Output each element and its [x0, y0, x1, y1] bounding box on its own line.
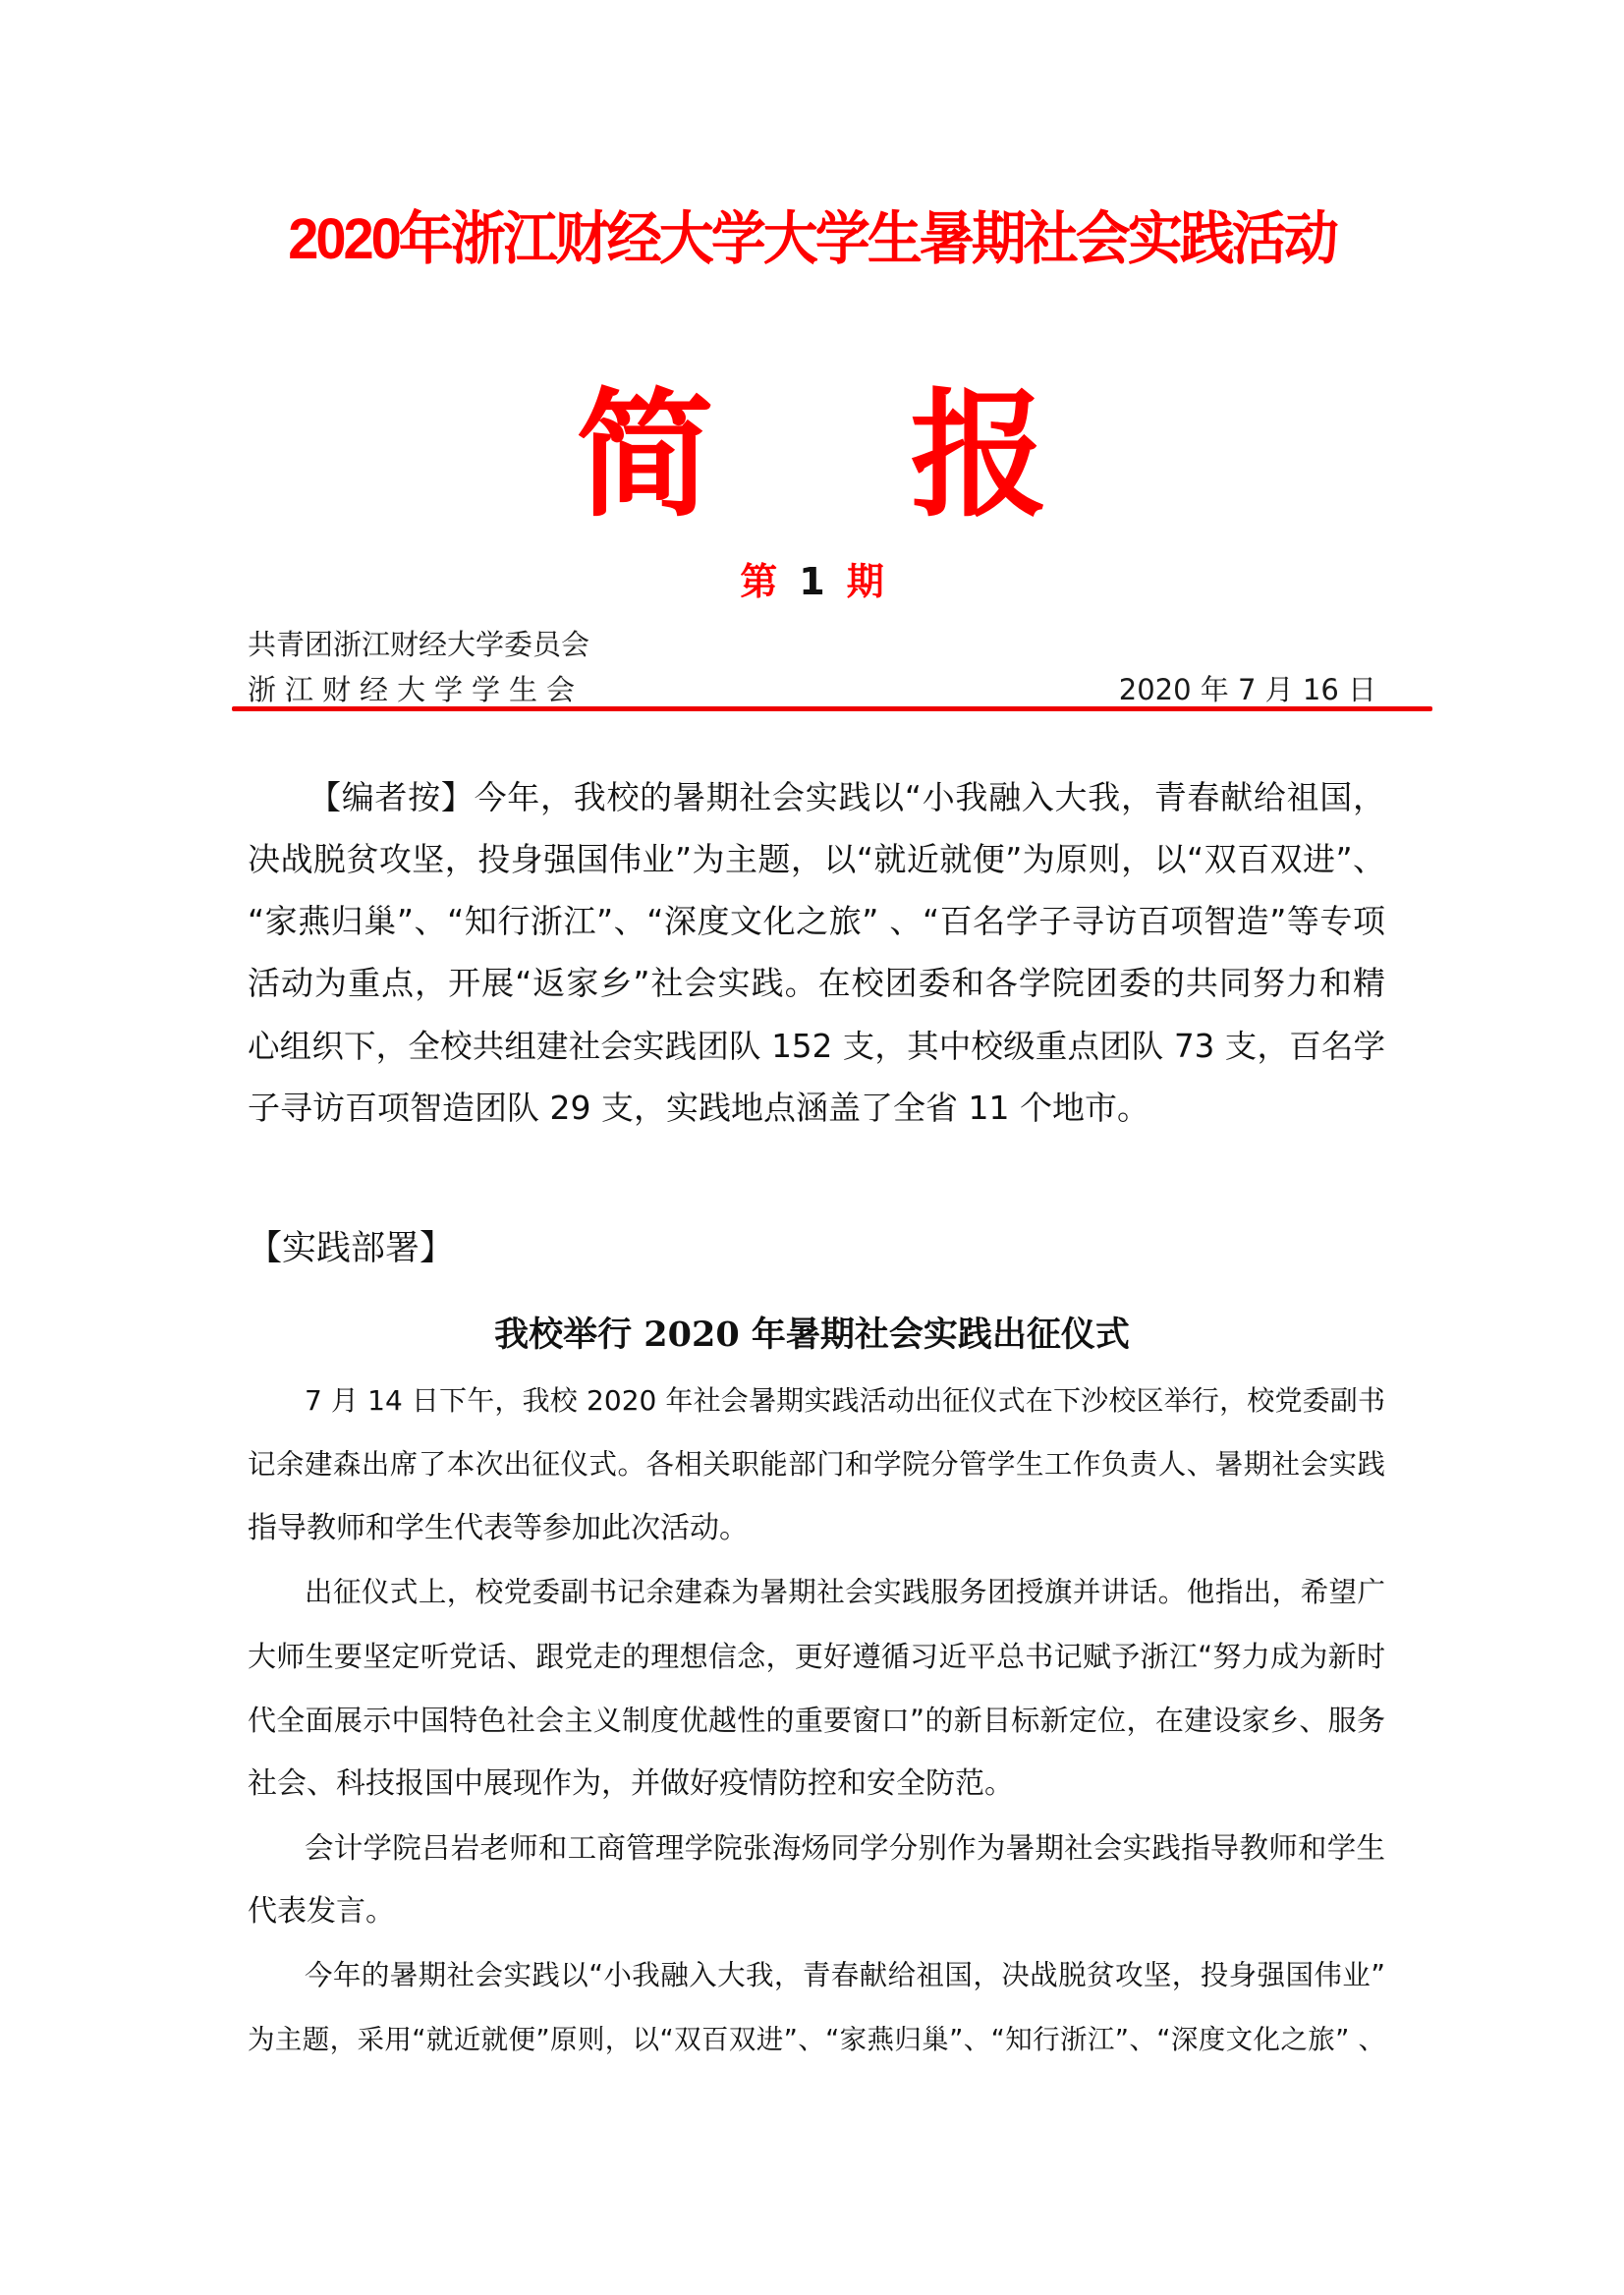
bulletin-title-char-1: 简: [576, 376, 714, 536]
issue-prefix: 第: [740, 560, 778, 603]
editor-note-line: “家燕归巢”、“知行浙江”、“深度文化之旅” 、“百名学子寻访百项智造”等专项: [248, 902, 1385, 940]
red-divider-rule: [232, 706, 1432, 711]
section-label: 【实践部署】: [248, 1229, 455, 1268]
article-line: 今年的暑期社会实践以“小我融入大我，青春献给祖国，决战脱贫攻坚，投身强国伟业”: [305, 1959, 1385, 1991]
article-line: 记余建森出席了本次出征仪式。各相关职能部门和学院分管学生工作负责人、暑期社会实践: [248, 1448, 1385, 1481]
issuing-org-1: 共青团浙江财经大学委员会: [248, 628, 590, 661]
editor-note-line: 心组织下，全校共组建社会实践团队 152 支，其中校级重点团队 73 支，百名学: [248, 1028, 1385, 1065]
article-line: 出征仪式上，校党委副书记余建森为暑期社会实践服务团授旗并讲话。他指出，希望广: [305, 1576, 1385, 1608]
bulletin-title-char-2: 报: [910, 376, 1048, 536]
article-line: 代全面展示中国特色社会主义制度优越性的重要窗口”的新目标新定位，在建设家乡、服务: [248, 1704, 1385, 1737]
document-title: 2020年浙江财经大学大学生暑期社会实践活动: [288, 205, 1336, 271]
issue-suffix: 期: [846, 560, 884, 603]
article-line: 大师生要坚定听党话、跟党走的理想信念，更好遵循习近平总书记赋予浙江“努力成为新时: [248, 1640, 1385, 1673]
editor-note-line: 决战脱贫攻坚，投身强国伟业”为主题，以“就近就便”为原则，以“双百双进”、: [248, 840, 1385, 878]
article-line: 7 月 14 日下午，我校 2020 年社会暑期实践活动出征仪式在下沙校区举行，校党委副书: [305, 1384, 1385, 1417]
article-headline: 我校举行 2020 年暑期社会实践出征仪式: [494, 1315, 1130, 1355]
issue-number-line: [0, 558, 1624, 605]
article-line: 社会、科技报国中展现作为，并做好疫情防控和安全防范。: [248, 1766, 1014, 1801]
issuing-org-2: 浙江财经大学学生会: [248, 673, 585, 706]
issue-date: 2020 年 7 月 16 日: [1118, 673, 1376, 706]
bulletin-title: [0, 378, 1624, 535]
article-line: 指导教师和学生代表等参加此次活动。: [248, 1511, 749, 1545]
article-line: 会计学院吕岩老师和工商管理学院张海炀同学分别作为暑期社会实践指导教师和学生: [305, 1831, 1385, 1865]
editor-note-line: 子寻访百项智造团队 29 支，实践地点涵盖了全省 11 个地市。: [248, 1089, 1149, 1127]
article-line: 为主题，采用“就近就便”原则，以“双百双进”、“家燕归巢”、“知行浙江”、“深度文化之旅” 、: [248, 2024, 1385, 2055]
editor-note-line: 活动为重点，开展“返家乡”社会实践。在校团委和各学院团委的共同努力和精: [248, 964, 1385, 1002]
article-line: 代表发言。: [248, 1894, 395, 1929]
editor-note-line: 【编者按】今年，我校的暑期社会实践以“小我融入大我，青春献给祖国，: [308, 778, 1385, 816]
issue-number: 1: [799, 560, 825, 603]
